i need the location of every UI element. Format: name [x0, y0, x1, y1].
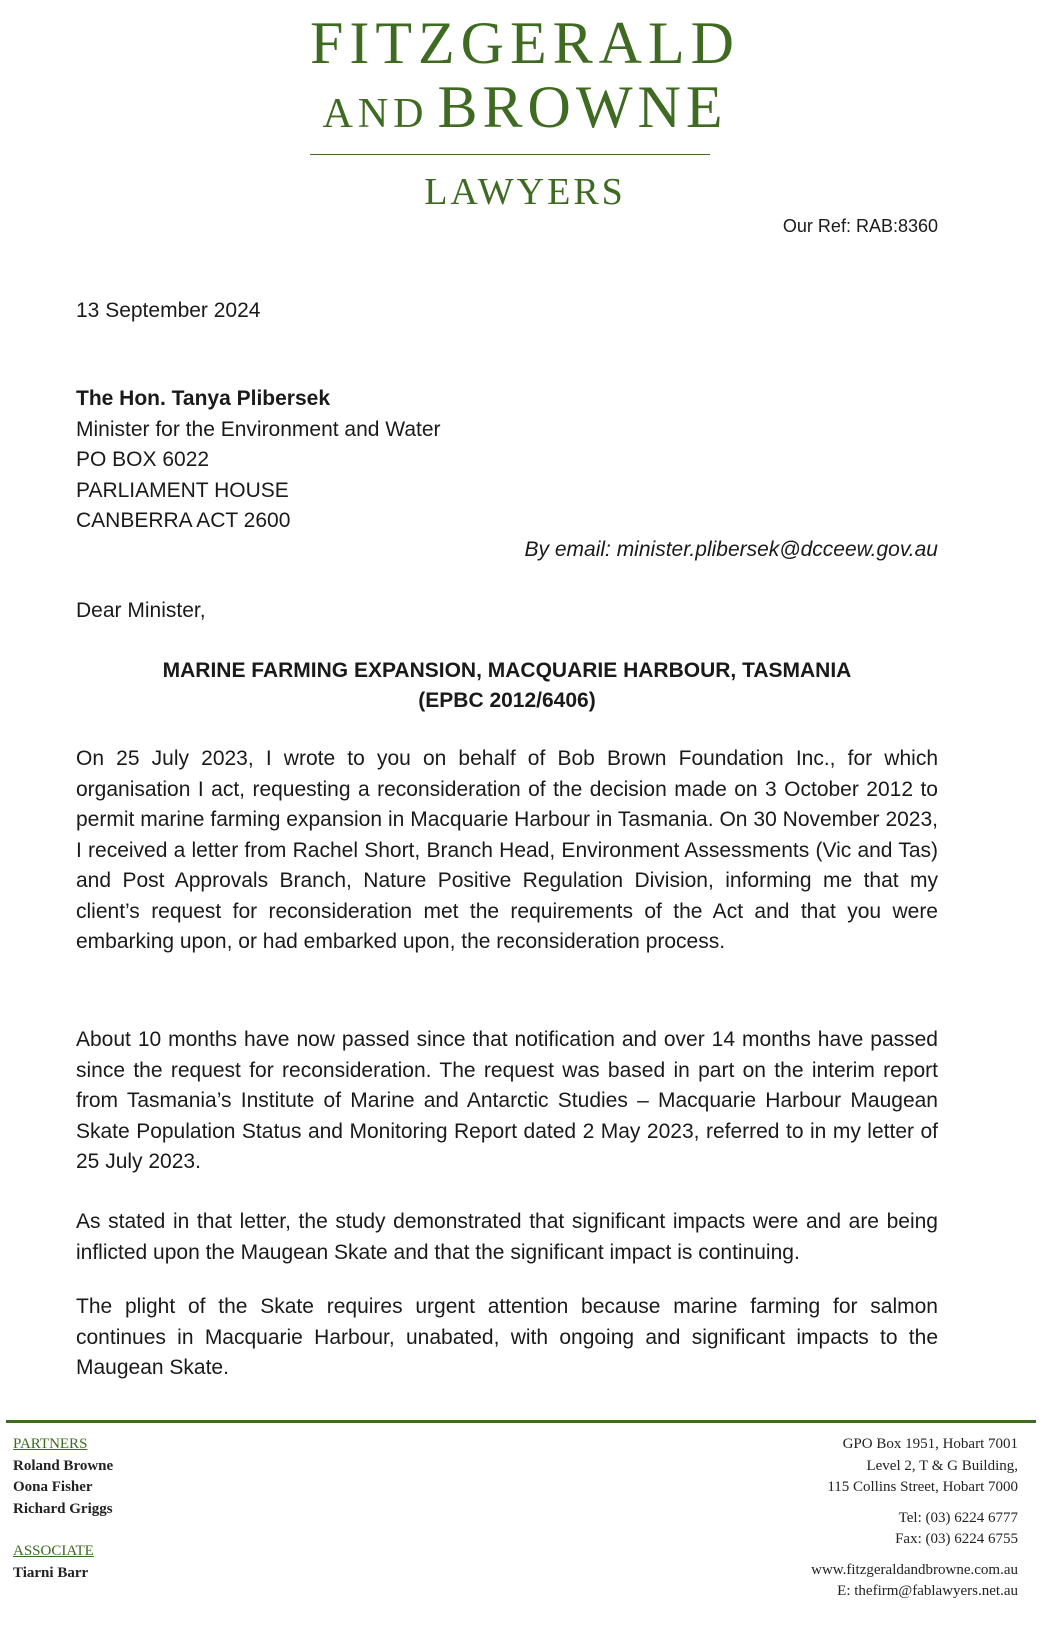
firm-name-line2: [0, 72, 1050, 158]
recipient-line: Minister for the Environment and Water: [76, 417, 441, 441]
letterhead-divider: [310, 154, 710, 155]
website-link[interactable]: www.fitzgeraldandbrowne.com.au: [811, 1561, 1018, 1578]
associate-name: Tiarni Barr: [13, 1564, 89, 1581]
footer-divider: [6, 1420, 1036, 1423]
paragraph-1: On 25 July 2023, I wrote to you on behalf of Bob Brown Foundation Inc., for which organisation I act, requesting a reconsideration of the decision made on 3 October 2012 to permit marine farming expansion in Macquarie Harbour in Tasmania. On 30 November 2023, I received a letter from Rachel Short, Branch Head, Environment Assessments (Vic and Tas) and Post Approvals Branch, Nature Positive Regulation Division, informing me that my client’s request for reconsideration met the requirements of the Act and that you were embarking upon, or had embarked upon, the reconsideration process.: [76, 747, 938, 953]
telephone: Tel: (03) 6224 6777: [898, 1509, 1018, 1526]
subject-line-2: (EPBC 2012/6406): [418, 689, 596, 712]
paragraph-3: As stated in that letter, the study demonstrated that significant impacts were and are being inflicted upon the Maugean Skate and that the significant impact is continuing.: [76, 1210, 938, 1264]
firm-tagline: LAWYERS: [424, 171, 626, 213]
partner-name: Roland Browne: [13, 1457, 114, 1474]
firm-name-browne: BROWNE: [437, 74, 728, 140]
partner-name: Oona Fisher: [13, 1479, 93, 1495]
recipient-line: CANBERRA ACT 2600: [76, 509, 291, 532]
firm-name-and: AND: [322, 91, 429, 137]
paragraph-4: The plight of the Skate requires urgent attention because marine farming for salmon continues in Macquarie Harbour, unabated, with ongoing and significant impacts to the Maugean Skate.: [76, 1295, 938, 1379]
recipient-name: The Hon. Tanya Plibersek: [76, 387, 331, 410]
paragraph-2: About 10 months have now passed since that notification and over 14 months have passed since the request for reconsideration. The request was based in part on the interim report from Tasmania’s Institute of Marine and Antarctic Studies – Macquarie Harbour Maugean Skate Population Status and Monitoring Report dated 2 May 2023, referred to in my letter of 25 July 2023.: [76, 1028, 938, 1173]
email-link[interactable]: E: thefirm@fablawyers.net.au: [837, 1583, 1018, 1599]
footer-people: [13, 1434, 113, 1584]
recipient-line: PARLIAMENT HOUSE: [76, 478, 289, 502]
associate-heading: ASSOCIATE: [13, 1543, 94, 1559]
firm-name-line1: FITZGERALD: [310, 10, 740, 76]
partner-name: Richard Griggs: [13, 1500, 113, 1517]
fax: Fax: (03) 6224 6755: [895, 1531, 1018, 1547]
street-address: Level 2, T & G Building,: [866, 1457, 1018, 1474]
street-address: 115 Collins Street, Hobart 7000: [827, 1479, 1018, 1495]
subject-heading: [76, 656, 938, 716]
postal-address: GPO Box 1951, Hobart 7001: [842, 1436, 1018, 1452]
by-email-line: By email: minister.plibersek@dcceew.gov.au: [524, 538, 938, 561]
salutation: Dear Minister,: [76, 599, 206, 622]
recipient-address: [76, 384, 938, 537]
recipient-line: PO BOX 6022: [76, 448, 210, 471]
footer-contact: [811, 1434, 1018, 1603]
our-reference: Our Ref: RAB:8360: [782, 216, 938, 236]
partners-heading: PARTNERS: [13, 1436, 88, 1452]
letter-date: 13 September 2024: [76, 299, 261, 322]
subject-line-1: MARINE FARMING EXPANSION, MACQUARIE HARBOUR, TASMANIA: [162, 659, 852, 682]
